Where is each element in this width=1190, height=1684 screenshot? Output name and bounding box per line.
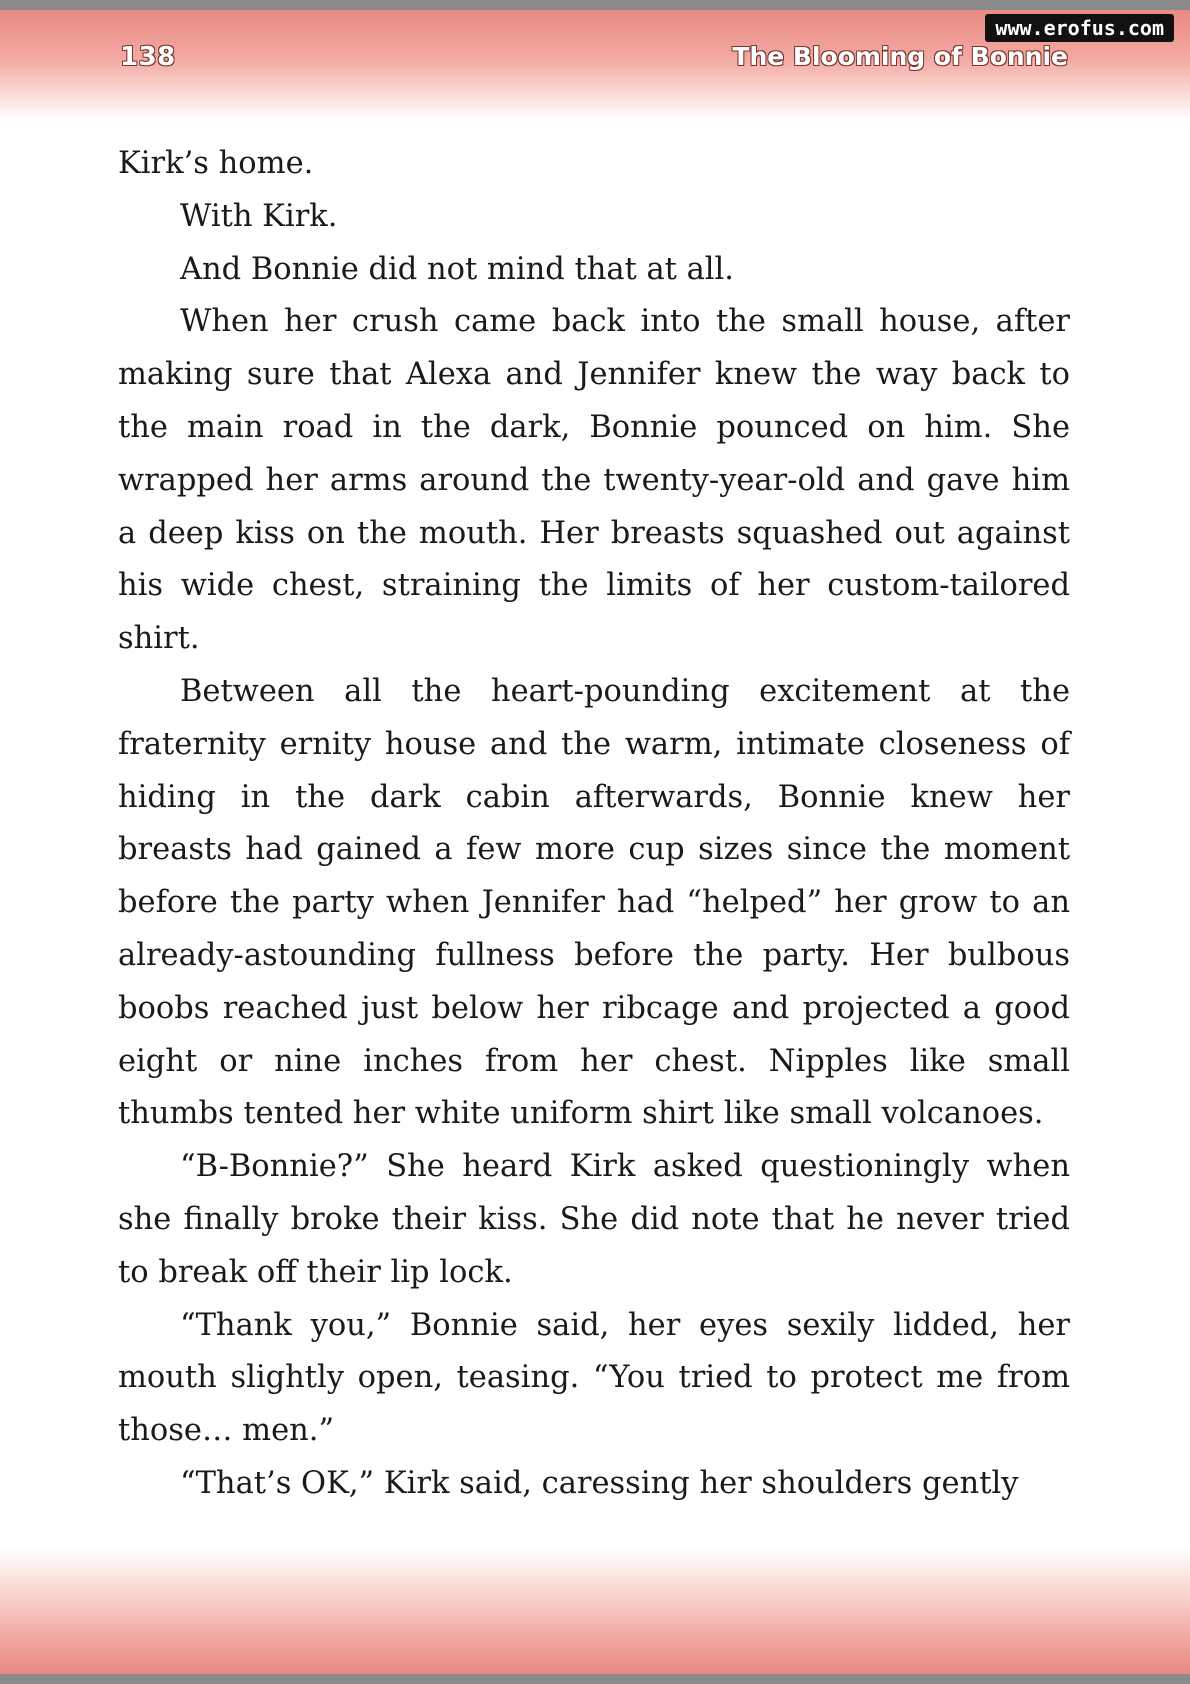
bottom-edge-bar — [0, 1674, 1190, 1684]
body-text — [118, 138, 1070, 1511]
watermark-label: www.erofus.com — [985, 14, 1174, 42]
paragraph: “Thank you,” Bonnie said, her eyes sexily lidded, her mouth slightly open, teasing. “You tried to protect me from those… men.” — [118, 1307, 1070, 1449]
paragraph: When her crush came back into the small house, after making sure that Alexa and Jennifer knew the way back to the main road in the dark, Bonnie pounced on him. She wrapped her arms around the twenty-year-old and gave him a deep kiss on the mouth. Her breasts squashed out against his wide chest, straining the limits of her custom-tailored shirt. — [118, 304, 1070, 657]
paragraph: “That’s OK,” Kirk said, caressing her shoulders gently — [180, 1465, 1019, 1501]
paragraph: Between all the heart-pounding excitement at the fraternity ernity house and the warm, intimate closeness of hiding in the dark cabin afterwards, Bonnie knew her breasts had gained a few more cup sizes since the moment before the party when Jennifer had “helped” her grow to an already-astounding fullness before the party. Her bulbous boobs reached just below her ribcage and projected a good eight or nine inches from her chest. Nipples like small thumbs tented her white uniform shirt like small volcanoes. — [118, 673, 1070, 1132]
paragraph: Kirk’s home. — [118, 146, 314, 181]
paragraph: And Bonnie did not mind that at all. — [180, 251, 735, 287]
paragraph: With Kirk. — [180, 198, 338, 234]
top-edge-bar — [0, 0, 1190, 10]
running-title: The Blooming of Bonnie — [732, 42, 1068, 71]
page-number: 138 — [120, 42, 176, 72]
page-footer-band — [0, 1548, 1190, 1674]
paragraph: “B-Bonnie?” She heard Kirk asked questioningly when she finally broke their kiss. She did note that he never tried to break off their lip lock. — [118, 1149, 1070, 1290]
